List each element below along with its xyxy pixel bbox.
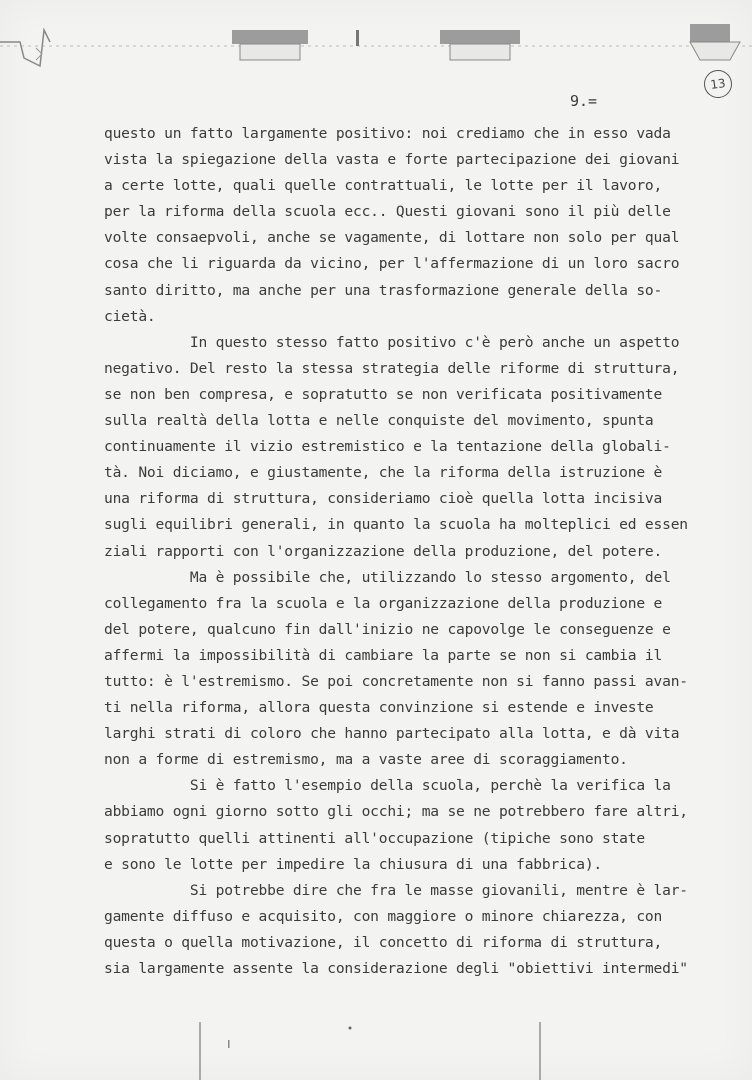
text-line: Si potrebbe dire che fra le masse giovanili, mentre è lar-: [104, 881, 688, 899]
text-line: abbiamo ogni giorno sotto gli occhi; ma se ne potrebbero fare altri,: [104, 803, 688, 821]
text-line: e sono le lotte per impedire la chiusura di una fabbrica).: [104, 855, 602, 873]
text-line: sulla realtà della lotta e nelle conquiste del movimento, spunta: [104, 412, 654, 430]
text-line: cosa che li riguarda da vicino, per l'affermazione di un loro sacro: [104, 255, 680, 273]
text-line: gamente diffuso e acquisito, con maggiore o minore chiarezza, con: [104, 907, 663, 925]
text-line: cietà.: [104, 307, 156, 325]
text-line: santo diritto, ma anche per una trasformazione generale della so-: [104, 281, 663, 299]
text-line: non a forme di estremismo, ma a vaste aree di scoraggiamento.: [104, 751, 628, 769]
text-line: In questo stesso fatto positivo c'è però anche un aspetto: [104, 333, 680, 351]
text-line: ti nella riforma, allora questa convinzione si estende e investe: [104, 699, 654, 717]
text-line: Si è fatto l'esempio della scuola, perchè la verifica la: [104, 777, 671, 795]
text-line: sopratutto quelli attinenti all'occupazione (tipiche sono state: [104, 829, 645, 847]
archive-stamp: 13: [702, 68, 734, 100]
top-scan-edge: [0, 0, 752, 80]
text-line: tà. Noi diciamo, e giustamente, che la riforma della istruzione è: [104, 464, 663, 482]
text-line: larghi strati di coloro che hanno partecipato alla lotta, e dà vita: [104, 725, 680, 743]
text-line: se non ben compresa, e sopratutto se non verificata positivamente: [104, 385, 663, 403]
binder-clip-left: [232, 30, 308, 60]
text-line: negativo. Del resto la stessa strategia delle riforme di struttura,: [104, 359, 680, 377]
bottom-scan-edge: [0, 1010, 752, 1080]
text-line: collegamento fra la scuola e la organizzazione della produzione e: [104, 594, 663, 612]
typewritten-text: [104, 121, 704, 982]
text-line: a certe lotte, quali quelle contrattuali, le lotte per il lavoro,: [104, 177, 663, 195]
text-line: volte consaepvoli, anche se vagamente, di lottare non solo per qual: [104, 229, 680, 247]
text-line: ziali rapporti con l'organizzazione della produzione, del potere.: [104, 542, 663, 560]
text-line: questa o quella motivazione, il concetto di riforma di struttura,: [104, 933, 663, 951]
text-line: continuamente il vizio estremistico e la tentazione della globali-: [104, 438, 671, 456]
text-line: sia largamente assente la considerazione degli "obiettivi intermedi": [104, 960, 688, 977]
text-line: affermi la impossibilità di cambiare la parte se non si cambia il: [104, 646, 663, 664]
page-number: 9.=: [570, 92, 598, 110]
text-line: Ma è possibile che, utilizzando lo stesso argomento, del: [104, 568, 671, 586]
text-line: una riforma di struttura, consideriamo cioè quella lotta incisiva: [104, 490, 663, 508]
text-line: questo un fatto largamente positivo: noi crediamo che in esso vada: [104, 125, 671, 142]
text-line: sugli equilibri generali, in quanto la scuola ha molteplici ed essen: [104, 516, 688, 534]
binder-clip-right: [690, 24, 740, 60]
text-line: tutto: è l'estremismo. Se poi concretamente non si fanno passi avan-: [104, 672, 688, 690]
text-line: per la riforma della scuola ecc.. Questi giovani sono il più delle: [104, 203, 671, 221]
binder-clip-center: [440, 30, 520, 60]
text-line: del potere, qualcuno fin dall'inizio ne capovolge le conseguenze e: [104, 620, 671, 638]
text-line: vista la spiegazione della vasta e forte partecipazione dei giovani: [104, 151, 680, 169]
